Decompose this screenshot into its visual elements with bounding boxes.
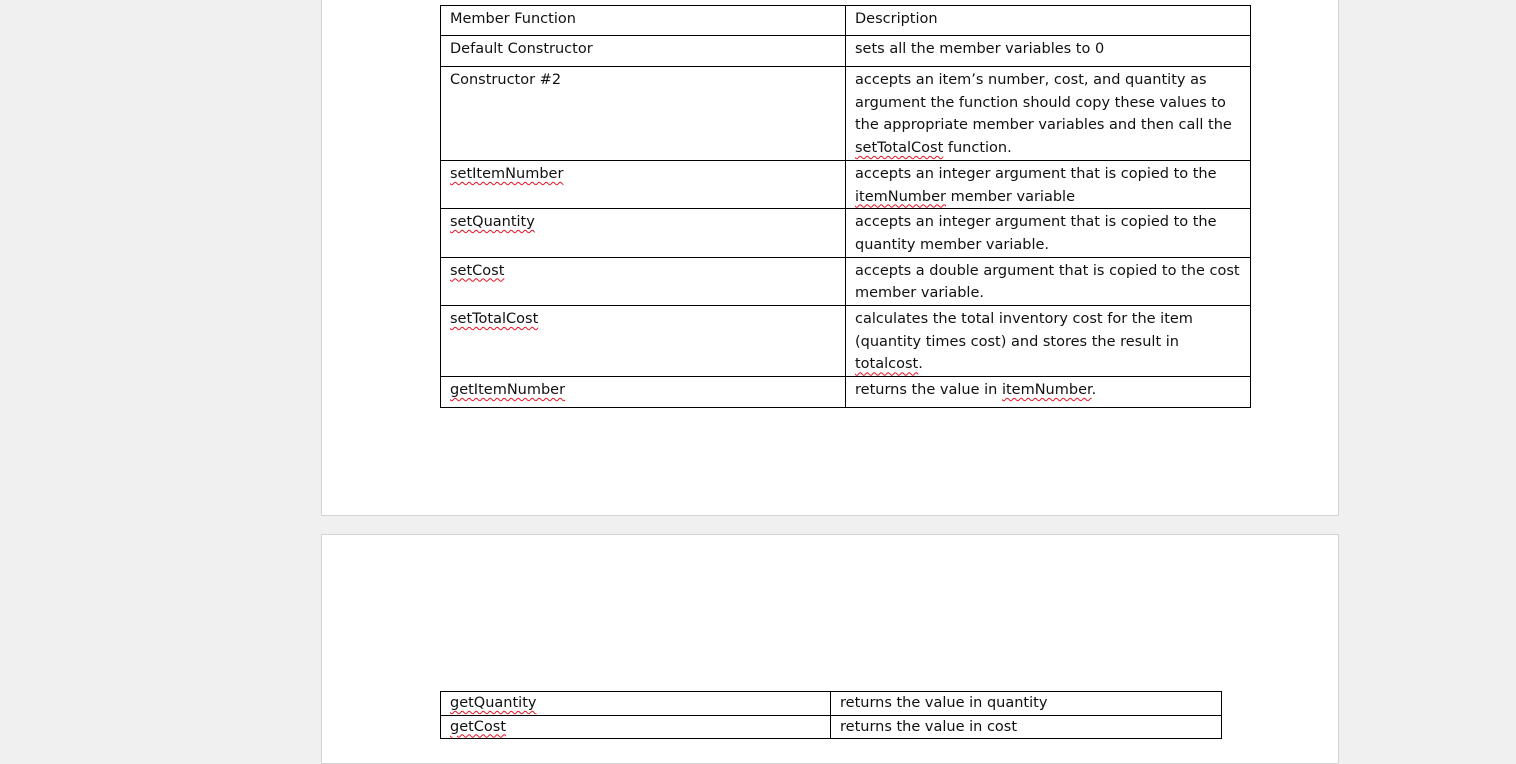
table-cell[interactable] bbox=[846, 160, 1251, 208]
function-description bbox=[855, 166, 1217, 205]
description-text: returns the value in bbox=[855, 382, 1002, 399]
table-cell[interactable] bbox=[846, 209, 1251, 257]
table-cell[interactable] bbox=[831, 692, 1222, 716]
table-header-row bbox=[441, 6, 1251, 36]
table-row bbox=[441, 715, 1222, 739]
function-name[interactable]: getCost bbox=[450, 718, 507, 735]
header-function: Member Function bbox=[450, 11, 576, 27]
misspelled-word[interactable]: itemNumber bbox=[1001, 382, 1092, 399]
table-cell[interactable] bbox=[441, 160, 846, 208]
table-cell[interactable] bbox=[846, 6, 1251, 36]
function-description: accepts an integer argument that is copied to the quantity member variable. bbox=[855, 214, 1217, 253]
misspelled-word[interactable]: setTotalCost bbox=[855, 140, 944, 157]
description-text: . bbox=[1091, 382, 1097, 399]
function-description: returns the value in quantity bbox=[840, 695, 1048, 711]
description-text: function. bbox=[943, 140, 1012, 157]
table-cell[interactable] bbox=[441, 692, 831, 716]
function-description: sets all the member variables to 0 bbox=[855, 41, 1105, 57]
document-page-1[interactable] bbox=[321, 0, 1339, 516]
table-row bbox=[441, 257, 1251, 305]
table-cell[interactable] bbox=[441, 209, 846, 257]
function-name: Default Constructor bbox=[450, 41, 593, 57]
table-cell[interactable] bbox=[441, 306, 846, 377]
function-description bbox=[855, 72, 1232, 156]
table-cell[interactable] bbox=[846, 306, 1251, 377]
table-cell[interactable] bbox=[441, 377, 846, 408]
function-name[interactable]: setItemNumber bbox=[450, 165, 564, 182]
function-description bbox=[855, 382, 1096, 398]
table-cell[interactable] bbox=[846, 36, 1251, 67]
function-description bbox=[855, 311, 1193, 372]
table-row bbox=[441, 306, 1251, 377]
table-row bbox=[441, 36, 1251, 67]
table-cell[interactable] bbox=[831, 715, 1222, 739]
function-description: accepts a double argument that is copied to the cost member variable. bbox=[855, 262, 1240, 302]
member-functions-table-continued bbox=[440, 691, 1222, 739]
misspelled-word[interactable]: totalcost bbox=[855, 356, 919, 373]
function-name[interactable]: getQuantity bbox=[450, 695, 537, 711]
table-cell[interactable] bbox=[846, 257, 1251, 305]
description-text: member variable bbox=[946, 188, 1075, 205]
function-name[interactable]: setQuantity bbox=[450, 214, 535, 231]
table-row bbox=[441, 377, 1251, 408]
description-text: accepts an integer argument that is copied to the bbox=[855, 165, 1217, 182]
table-cell[interactable] bbox=[441, 6, 846, 36]
document-page-2[interactable] bbox=[321, 534, 1339, 764]
table-row bbox=[441, 692, 1222, 716]
table-row bbox=[441, 209, 1251, 257]
function-name[interactable]: setCost bbox=[450, 262, 505, 279]
function-name: Constructor #2 bbox=[450, 72, 562, 88]
function-description: returns the value in cost bbox=[840, 718, 1018, 735]
function-name[interactable]: getItemNumber bbox=[450, 382, 566, 399]
function-name[interactable]: setTotalCost bbox=[450, 311, 539, 328]
table-cell[interactable] bbox=[846, 67, 1251, 161]
table-cell[interactable] bbox=[846, 377, 1251, 408]
table-row bbox=[441, 160, 1251, 208]
table-row bbox=[441, 67, 1251, 161]
description-text: . bbox=[918, 356, 923, 373]
table-cell[interactable] bbox=[441, 67, 846, 161]
member-functions-table bbox=[440, 5, 1251, 408]
description-text: calculates the total inventory cost for the item (quantity times cost) and stores the result in bbox=[855, 311, 1193, 350]
table-cell[interactable] bbox=[441, 715, 831, 739]
header-description: Description bbox=[855, 11, 938, 27]
misspelled-word[interactable]: itemNumber bbox=[855, 188, 947, 205]
table-cell[interactable] bbox=[441, 257, 846, 305]
description-text: accepts an item’s number, cost, and quantity as argument the function should copy these values to the appropriate member variables and then call the bbox=[855, 72, 1232, 134]
table-cell[interactable] bbox=[441, 36, 846, 67]
